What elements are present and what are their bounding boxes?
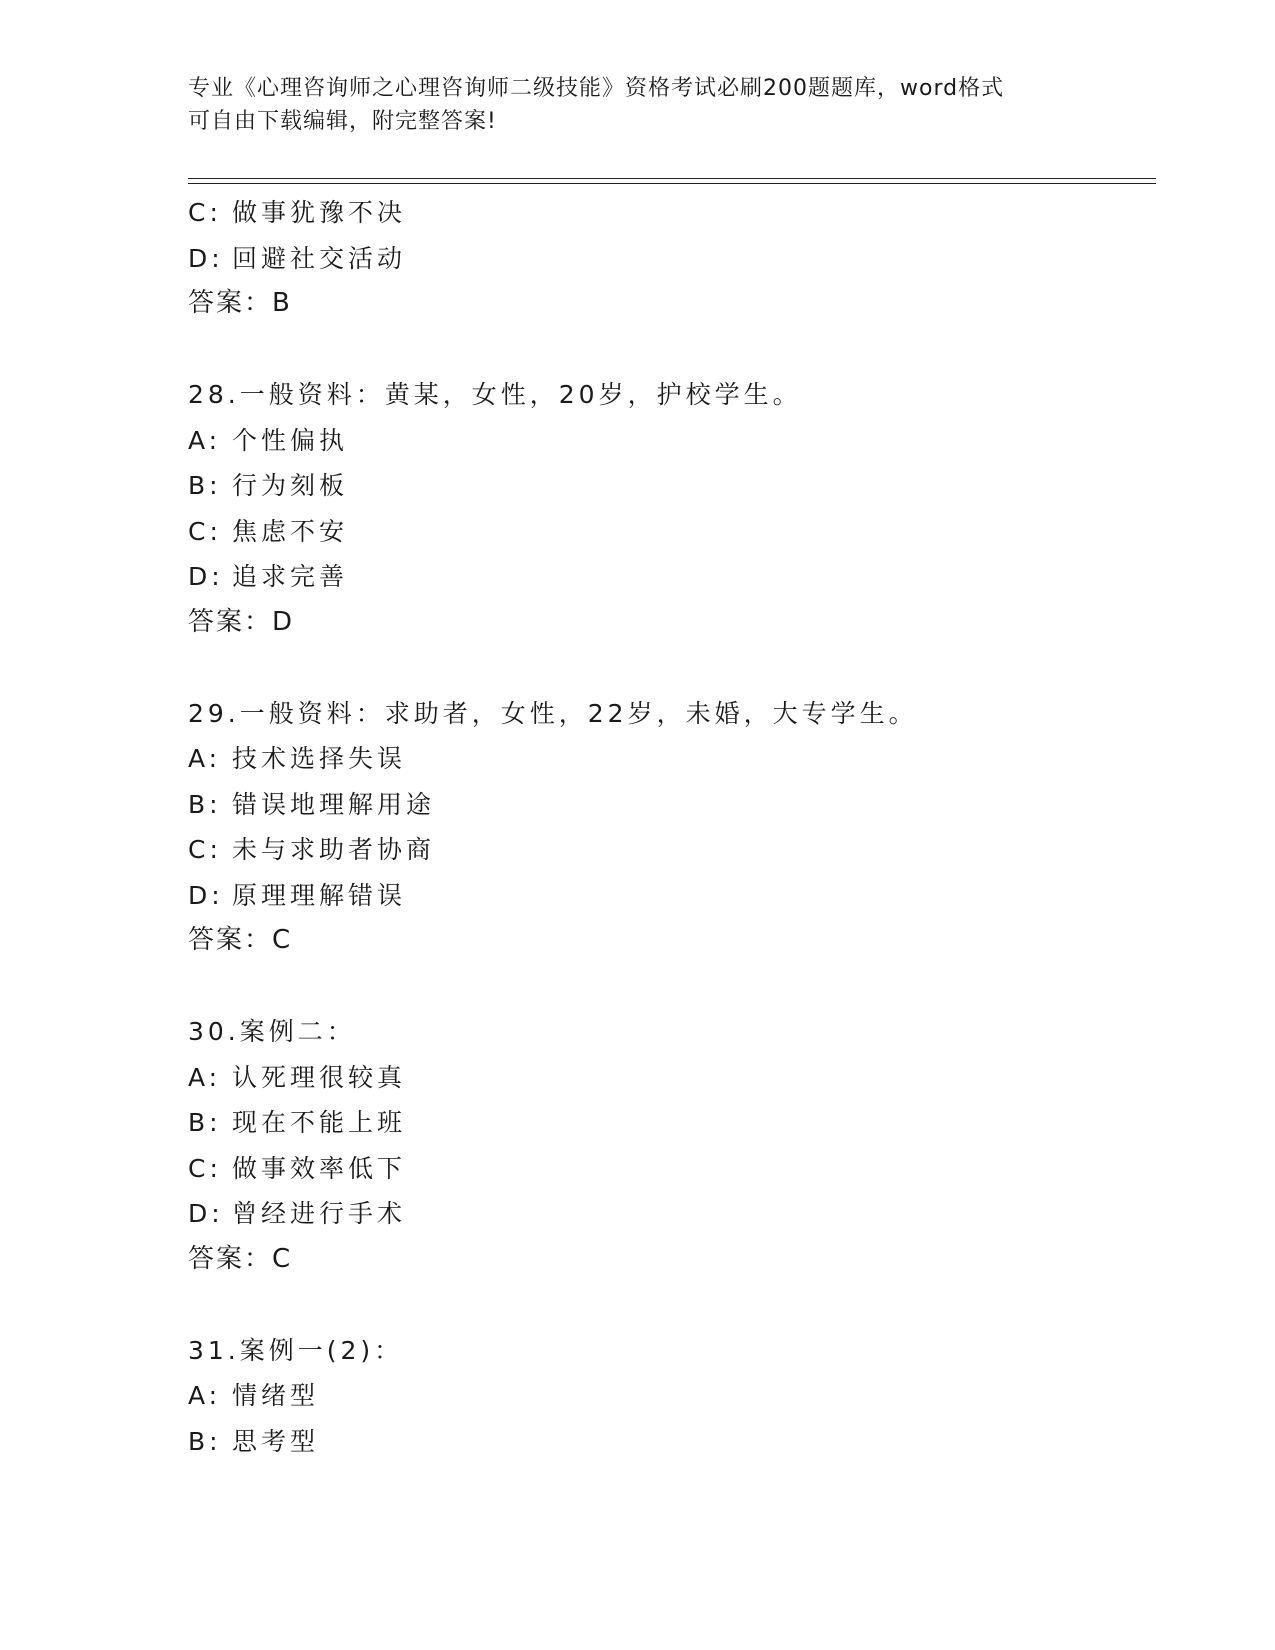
option-text: 原理理解错误 bbox=[232, 880, 407, 910]
spacer bbox=[188, 645, 1148, 691]
option-row bbox=[188, 1146, 1148, 1192]
option-letter: C: bbox=[188, 198, 222, 227]
question-block-31 bbox=[188, 1328, 1148, 1465]
option-row bbox=[188, 1373, 1148, 1419]
option-letter: D: bbox=[188, 562, 224, 591]
spacer bbox=[188, 1282, 1148, 1328]
question-block-28 bbox=[188, 372, 1148, 645]
option-text: 思考型 bbox=[232, 1426, 320, 1456]
option-row bbox=[188, 1100, 1148, 1146]
option-letter: A: bbox=[188, 1381, 222, 1410]
option-row bbox=[188, 554, 1148, 600]
option-letter: D: bbox=[188, 1199, 224, 1228]
question-block-29 bbox=[188, 691, 1148, 964]
option-text: 未与求助者协商 bbox=[232, 835, 436, 864]
option-letter: A: bbox=[188, 425, 222, 455]
option-letter: C: bbox=[188, 1153, 222, 1183]
option-letter: C: bbox=[188, 835, 222, 864]
option-letter: C: bbox=[188, 516, 222, 546]
option-row bbox=[188, 736, 1148, 782]
option-row bbox=[188, 782, 1148, 828]
option-row bbox=[188, 1191, 1148, 1237]
question-block-partial bbox=[188, 190, 1148, 327]
header-divider-bottom bbox=[188, 183, 1156, 184]
answer-line: 答案：C bbox=[188, 1243, 293, 1274]
question-title: 31.案例一(2)： bbox=[188, 1335, 404, 1365]
option-text: 曾经进行手术 bbox=[232, 1199, 407, 1228]
option-text: 技术选择失误 bbox=[232, 744, 407, 773]
option-letter: A: bbox=[188, 1062, 222, 1092]
question-block-30 bbox=[188, 1009, 1148, 1282]
option-row bbox=[188, 873, 1148, 919]
option-text: 做事效率低下 bbox=[232, 1153, 407, 1183]
option-text: 行为刻板 bbox=[232, 471, 349, 500]
answer-line: 答案：D bbox=[188, 606, 295, 637]
option-text: 回避社交活动 bbox=[232, 243, 407, 273]
option-letter: D: bbox=[188, 243, 224, 273]
spacer bbox=[188, 964, 1148, 1010]
option-text: 焦虑不安 bbox=[232, 516, 349, 546]
option-text: 做事犹豫不决 bbox=[232, 198, 407, 227]
header-line-2: 可自由下载编辑，附完整答案! bbox=[188, 109, 497, 134]
answer-line: 答案：B bbox=[188, 288, 292, 318]
option-letter: B: bbox=[188, 1108, 222, 1137]
option-row bbox=[188, 1419, 1148, 1465]
option-row bbox=[188, 236, 1148, 282]
option-text: 追求完善 bbox=[232, 562, 349, 591]
option-text: 错误地理解用途 bbox=[232, 789, 436, 819]
option-row bbox=[188, 827, 1148, 873]
option-letter: A: bbox=[188, 744, 222, 773]
option-letter: B: bbox=[188, 1426, 222, 1456]
spacer bbox=[188, 327, 1148, 373]
option-row bbox=[188, 509, 1148, 555]
option-letter: D: bbox=[188, 880, 224, 910]
option-row bbox=[188, 418, 1148, 464]
option-text: 现在不能上班 bbox=[232, 1108, 407, 1137]
question-title: 30.案例二： bbox=[188, 1017, 356, 1046]
option-letter: B: bbox=[188, 471, 222, 500]
question-title: 28.一般资料：黄某，女性，20岁，护校学生。 bbox=[188, 380, 802, 409]
option-text: 个性偏执 bbox=[232, 425, 349, 455]
header-divider-top bbox=[188, 178, 1156, 179]
question-list bbox=[188, 190, 1148, 1464]
option-row bbox=[188, 463, 1148, 509]
option-row bbox=[188, 1055, 1148, 1101]
option-row bbox=[188, 190, 1148, 236]
option-letter: B: bbox=[188, 789, 222, 819]
option-text: 情绪型 bbox=[232, 1381, 320, 1410]
header-line-1: 专业《心理咨询师之心理咨询师二级技能》资格考试必刷200题题库，word格式 bbox=[188, 76, 1005, 101]
option-text: 认死理很较真 bbox=[232, 1062, 407, 1092]
answer-line: 答案：C bbox=[188, 925, 293, 955]
document-header bbox=[188, 72, 1088, 138]
question-title: 29.一般资料：求助者，女性，22岁，未婚，大专学生。 bbox=[188, 698, 918, 728]
